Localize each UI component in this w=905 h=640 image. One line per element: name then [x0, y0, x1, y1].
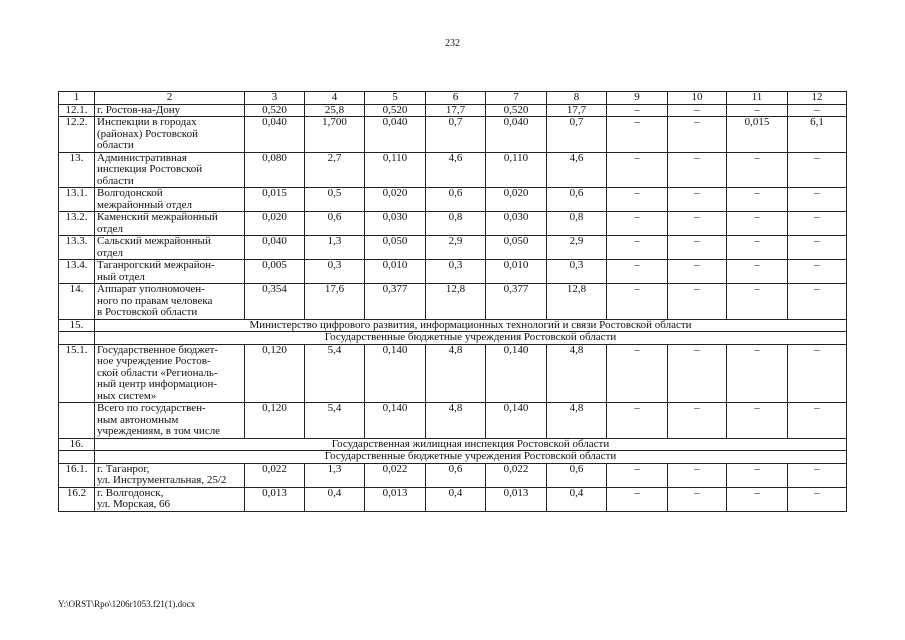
- section-row: [59, 319, 847, 332]
- table-row: [59, 117, 847, 153]
- cell-value-col-7: 0,520: [486, 104, 547, 117]
- cell-value-col-11: –: [727, 236, 788, 260]
- cell-value-col-6: 0,6: [426, 188, 486, 212]
- cell-value-col-9: –: [607, 284, 668, 320]
- cell-value-col-5: 0,050: [365, 236, 426, 260]
- cell-value-col-5: 0,010: [365, 260, 426, 284]
- cell-value-col-8: 2,9: [547, 236, 607, 260]
- row-name: [95, 284, 245, 320]
- cell-value-col-4: 1,3: [305, 463, 365, 487]
- subsection-row: [59, 332, 847, 345]
- cell-value-col-11: –: [727, 212, 788, 236]
- column-header-1: 1: [59, 92, 95, 105]
- cell-value-col-10: –: [668, 344, 727, 403]
- row-name: [95, 403, 245, 439]
- row-name: [95, 117, 245, 153]
- cell-value-col-3: 0,080: [245, 152, 305, 188]
- row-name-line: Сальский межрайонный: [97, 235, 211, 247]
- cell-value-col-4: 5,4: [305, 344, 365, 403]
- subsection-row: [59, 451, 847, 464]
- subsection-title: Государственные бюджетные учреждения Ростовской области: [95, 332, 847, 345]
- row-name-line: г. Таганрог,: [97, 463, 150, 475]
- row-name: [95, 487, 245, 511]
- cell-value-col-3: 0,040: [245, 236, 305, 260]
- cell-value-col-3: 0,120: [245, 344, 305, 403]
- cell-value-col-12: –: [788, 463, 847, 487]
- cell-value-col-12: –: [788, 152, 847, 188]
- cell-value-col-6: 0,7: [426, 117, 486, 153]
- column-header-8: 8: [547, 92, 607, 105]
- cell-value-col-8: 4,8: [547, 403, 607, 439]
- cell-value-col-6: 12,8: [426, 284, 486, 320]
- row-name-line: области: [97, 139, 134, 151]
- cell-value-col-4: 0,4: [305, 487, 365, 511]
- cell-value-col-12: –: [788, 104, 847, 117]
- row-number: 13.1.: [59, 188, 95, 212]
- table-row: [59, 260, 847, 284]
- cell-value-col-4: 0,6: [305, 212, 365, 236]
- row-name-line: ской области «Региональ-: [97, 366, 218, 379]
- cell-value-col-10: –: [668, 260, 727, 284]
- row-name-line: (районах) Ростовской: [97, 127, 198, 140]
- cell-value-col-9: –: [607, 117, 668, 153]
- row-number: [59, 332, 95, 345]
- cell-value-col-10: –: [668, 188, 727, 212]
- cell-value-col-10: –: [668, 152, 727, 188]
- row-number: 14.: [59, 284, 95, 320]
- cell-value-col-10: –: [668, 487, 727, 511]
- column-header-10: 10: [668, 92, 727, 105]
- row-number: [59, 451, 95, 464]
- cell-value-col-6: 0,3: [426, 260, 486, 284]
- cell-value-col-8: 4,8: [547, 344, 607, 403]
- cell-value-col-9: –: [607, 188, 668, 212]
- table-row: [59, 284, 847, 320]
- row-name-line: учреждениям, в том числе: [97, 425, 221, 437]
- cell-value-col-3: 0,005: [245, 260, 305, 284]
- section-row: [59, 438, 847, 451]
- cell-value-col-5: 0,013: [365, 487, 426, 511]
- cell-value-col-11: –: [727, 463, 788, 487]
- cell-value-col-9: –: [607, 104, 668, 117]
- cell-value-col-7: 0,030: [486, 212, 547, 236]
- cell-value-col-5: 0,377: [365, 284, 426, 320]
- cell-value-col-11: –: [727, 403, 788, 439]
- row-name: [95, 260, 245, 284]
- row-number: 13.3.: [59, 236, 95, 260]
- row-name-line: ного по правам человека: [97, 294, 213, 307]
- cell-value-col-4: 1,700: [305, 117, 365, 153]
- column-header-4: 4: [305, 92, 365, 105]
- cell-value-col-7: 0,020: [486, 188, 547, 212]
- row-name: [95, 236, 245, 260]
- row-name-line: Волгодонской: [97, 187, 163, 199]
- cell-value-col-8: 0,4: [547, 487, 607, 511]
- cell-value-col-8: 0,6: [547, 463, 607, 487]
- cell-value-col-6: 4,6: [426, 152, 486, 188]
- cell-value-col-12: –: [788, 236, 847, 260]
- row-name-line: ул. Инструментальная, 25/2: [97, 474, 227, 486]
- cell-value-col-4: 0,3: [305, 260, 365, 284]
- row-name: [95, 212, 245, 236]
- cell-value-col-7: 0,013: [486, 487, 547, 511]
- row-name-line: г. Волгодонск,: [97, 487, 164, 499]
- cell-value-col-12: 6,1: [788, 117, 847, 153]
- cell-value-col-8: 0,8: [547, 212, 607, 236]
- column-header-11: 11: [727, 92, 788, 105]
- section-title: Министерство цифрового развития, информационных технологий и связи Ростовской области: [95, 319, 847, 332]
- row-name-line: г. Ростов-на-Дону: [97, 104, 181, 116]
- cell-value-col-11: 0,015: [727, 117, 788, 153]
- cell-value-col-3: 0,013: [245, 487, 305, 511]
- row-number: 13.2.: [59, 212, 95, 236]
- row-name-line: ным автономным: [97, 413, 179, 426]
- row-name-line: Административная: [97, 152, 187, 164]
- cell-value-col-10: –: [668, 104, 727, 117]
- row-number: 13.4.: [59, 260, 95, 284]
- cell-value-col-5: 0,140: [365, 344, 426, 403]
- row-number: 12.1.: [59, 104, 95, 117]
- cell-value-col-9: –: [607, 260, 668, 284]
- cell-value-col-6: 0,4: [426, 487, 486, 511]
- subsection-title: Государственные бюджетные учреждения Ростовской области: [95, 451, 847, 464]
- row-name-line: ное учреждение Ростов-: [97, 355, 211, 367]
- cell-value-col-9: –: [607, 463, 668, 487]
- cell-value-col-10: –: [668, 463, 727, 487]
- page-number: 232: [445, 38, 460, 49]
- column-header-9: 9: [607, 92, 668, 105]
- cell-value-col-9: –: [607, 403, 668, 439]
- column-header-6: 6: [426, 92, 486, 105]
- cell-value-col-5: 0,030: [365, 212, 426, 236]
- row-name-line: Государственное бюджет-: [97, 344, 219, 356]
- row-name: [95, 188, 245, 212]
- cell-value-col-9: –: [607, 236, 668, 260]
- row-name-line: ул. Морская, 66: [97, 498, 171, 510]
- cell-value-col-8: 0,3: [547, 260, 607, 284]
- cell-value-col-6: 0,6: [426, 463, 486, 487]
- column-header-5: 5: [365, 92, 426, 105]
- table-row: [59, 403, 847, 439]
- row-name-line: межрайонный отдел: [97, 198, 192, 211]
- cell-value-col-5: 0,110: [365, 152, 426, 188]
- cell-value-col-7: 0,050: [486, 236, 547, 260]
- cell-value-col-12: –: [788, 284, 847, 320]
- cell-value-col-7: 0,140: [486, 344, 547, 403]
- row-name: [95, 152, 245, 188]
- cell-value-col-7: 0,377: [486, 284, 547, 320]
- cell-value-col-11: –: [727, 188, 788, 212]
- data-table: [58, 91, 847, 512]
- row-number: 15.1.: [59, 344, 95, 403]
- cell-value-col-8: 4,6: [547, 152, 607, 188]
- row-name: [95, 463, 245, 487]
- cell-value-col-11: –: [727, 344, 788, 403]
- cell-value-col-4: 5,4: [305, 403, 365, 439]
- cell-value-col-7: 0,010: [486, 260, 547, 284]
- section-title: Государственная жилищная инспекция Ростовской области: [95, 438, 847, 451]
- cell-value-col-9: –: [607, 152, 668, 188]
- cell-value-col-3: 0,120: [245, 403, 305, 439]
- cell-value-col-12: –: [788, 403, 847, 439]
- cell-value-col-5: 0,040: [365, 117, 426, 153]
- cell-value-col-11: –: [727, 104, 788, 117]
- cell-value-col-7: 0,140: [486, 403, 547, 439]
- table-row: [59, 152, 847, 188]
- column-header-2: 2: [95, 92, 245, 105]
- cell-value-col-7: 0,110: [486, 152, 547, 188]
- row-name-line: инспекция Ростовской: [97, 163, 203, 175]
- cell-value-col-5: 0,520: [365, 104, 426, 117]
- cell-value-col-10: –: [668, 236, 727, 260]
- cell-value-col-12: –: [788, 188, 847, 212]
- row-number: 13.: [59, 152, 95, 188]
- cell-value-col-7: 0,022: [486, 463, 547, 487]
- cell-value-col-8: 0,7: [547, 117, 607, 153]
- cell-value-col-10: –: [668, 117, 727, 153]
- cell-value-col-4: 1,3: [305, 236, 365, 260]
- cell-value-col-3: 0,354: [245, 284, 305, 320]
- row-number: 16.2: [59, 487, 95, 511]
- row-number: 16.1.: [59, 463, 95, 487]
- cell-value-col-4: 25,8: [305, 104, 365, 117]
- header-row: [59, 92, 847, 105]
- cell-value-col-6: 2,9: [426, 236, 486, 260]
- row-name-line: в Ростовской области: [97, 306, 198, 318]
- cell-value-col-11: –: [727, 284, 788, 320]
- cell-value-col-5: 0,020: [365, 188, 426, 212]
- row-name-line: ный центр информацион-: [97, 378, 218, 390]
- column-header-7: 7: [486, 92, 547, 105]
- cell-value-col-5: 0,022: [365, 463, 426, 487]
- table-row: [59, 212, 847, 236]
- cell-value-col-10: –: [668, 403, 727, 439]
- cell-value-col-11: –: [727, 152, 788, 188]
- cell-value-col-8: 12,8: [547, 284, 607, 320]
- row-name-line: Всего по государствен-: [97, 402, 206, 414]
- cell-value-col-9: –: [607, 212, 668, 236]
- cell-value-col-7: 0,040: [486, 117, 547, 153]
- row-name-line: отдел: [97, 246, 123, 259]
- cell-value-col-4: 17,6: [305, 284, 365, 320]
- table-row: [59, 463, 847, 487]
- cell-value-col-3: 0,022: [245, 463, 305, 487]
- row-name: [95, 344, 245, 403]
- row-name-line: области: [97, 174, 134, 187]
- cell-value-col-9: –: [607, 344, 668, 403]
- row-name-line: Каменский межрайонный: [97, 211, 218, 223]
- row-name: [95, 104, 245, 117]
- row-name-line: отдел: [97, 222, 123, 235]
- footer-file-path: Y:\ORST\Rpo\1206r1053.f21(1).docx: [58, 599, 196, 609]
- row-number: [59, 403, 95, 439]
- cell-value-col-6: 4,8: [426, 403, 486, 439]
- cell-value-col-6: 0,8: [426, 212, 486, 236]
- column-header-12: 12: [788, 92, 847, 105]
- cell-value-col-4: 2,7: [305, 152, 365, 188]
- cell-value-col-10: –: [668, 284, 727, 320]
- row-number: 15.: [59, 319, 95, 332]
- table-row: [59, 236, 847, 260]
- cell-value-col-12: –: [788, 344, 847, 403]
- row-name-line: Инспекции в городах: [97, 116, 197, 128]
- cell-value-col-3: 0,020: [245, 212, 305, 236]
- row-number: 16.: [59, 438, 95, 451]
- cell-value-col-11: –: [727, 260, 788, 284]
- cell-value-col-6: 4,8: [426, 344, 486, 403]
- row-number: 12.2.: [59, 117, 95, 153]
- cell-value-col-8: 17,7: [547, 104, 607, 117]
- row-name-line: Таганрогский межрайон-: [97, 259, 215, 271]
- cell-value-col-3: 0,015: [245, 188, 305, 212]
- row-name-line: ный отдел: [97, 270, 145, 283]
- table-row: [59, 487, 847, 511]
- cell-value-col-4: 0,5: [305, 188, 365, 212]
- cell-value-col-11: –: [727, 487, 788, 511]
- table-row: [59, 188, 847, 212]
- column-header-3: 3: [245, 92, 305, 105]
- row-name-line: ных систем»: [97, 389, 157, 402]
- cell-value-col-12: –: [788, 487, 847, 511]
- cell-value-col-5: 0,140: [365, 403, 426, 439]
- cell-value-col-9: –: [607, 487, 668, 511]
- table-row: [59, 344, 847, 403]
- cell-value-col-3: 0,040: [245, 117, 305, 153]
- row-name-line: Аппарат уполномочен-: [97, 283, 205, 295]
- cell-value-col-6: 17,7: [426, 104, 486, 117]
- cell-value-col-12: –: [788, 212, 847, 236]
- cell-value-col-12: –: [788, 260, 847, 284]
- table-row: [59, 104, 847, 117]
- cell-value-col-10: –: [668, 212, 727, 236]
- cell-value-col-3: 0,520: [245, 104, 305, 117]
- cell-value-col-8: 0,6: [547, 188, 607, 212]
